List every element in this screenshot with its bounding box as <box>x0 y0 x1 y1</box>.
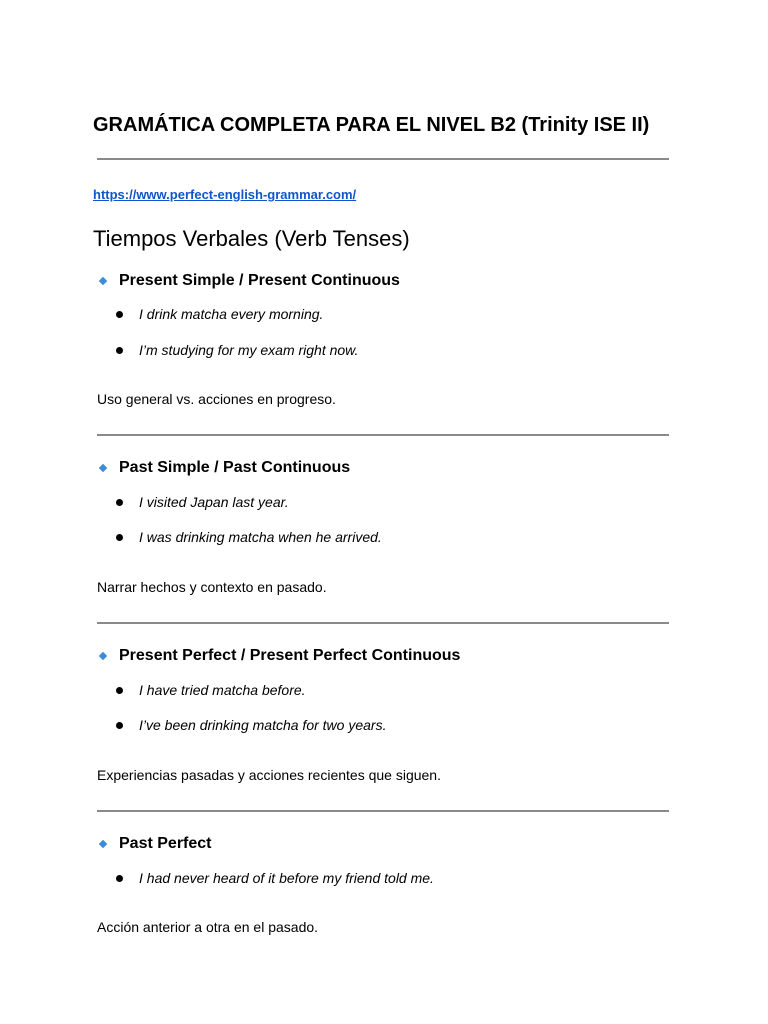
example-item <box>116 340 358 360</box>
subsection-heading-label: Past Simple / Past Continuous <box>119 459 351 476</box>
example-text: I’ve been drinking matcha for two years. <box>139 717 387 733</box>
example-item <box>116 868 434 888</box>
example-item <box>116 492 289 512</box>
diamond-bullet-icon <box>99 464 107 472</box>
subsection-heading <box>99 457 350 479</box>
usage-note: Narrar hechos y contexto en pasado. <box>97 579 327 595</box>
example-text: I had never heard of it before my friend told me. <box>139 870 434 886</box>
horizontal-rule <box>97 810 669 812</box>
bullet-dot-icon <box>116 687 123 694</box>
horizontal-rule <box>97 158 669 160</box>
subsection-heading <box>99 833 212 855</box>
example-text: I drink matcha every morning. <box>139 306 324 322</box>
horizontal-rule <box>97 622 669 624</box>
subsection-heading-label: Past Perfect <box>119 835 212 852</box>
example-item <box>116 527 382 547</box>
diamond-bullet-icon <box>99 840 107 848</box>
subsection-heading-label: Present Perfect / Present Perfect Continuous <box>119 647 461 664</box>
bullet-dot-icon <box>116 311 123 318</box>
example-item <box>116 715 386 735</box>
example-item <box>116 304 323 324</box>
reference-link[interactable]: https://www.perfect-english-grammar.com/ <box>93 187 357 202</box>
bullet-dot-icon <box>116 534 123 541</box>
example-text: I visited Japan last year. <box>139 494 289 510</box>
usage-note: Acción anterior a otra en el pasado. <box>97 919 319 935</box>
bullet-dot-icon <box>116 347 123 354</box>
bullet-dot-icon <box>116 722 123 729</box>
usage-note: Experiencias pasadas y acciones recientes que siguen. <box>97 767 441 783</box>
example-text: I have tried matcha before. <box>139 682 306 698</box>
subsection-heading <box>99 270 400 292</box>
bullet-dot-icon <box>116 499 123 506</box>
subsection-heading <box>99 645 460 667</box>
section-title: Tiempos Verbales (Verb Tenses) <box>93 226 410 251</box>
example-text: I’m studying for my exam right now. <box>139 342 359 358</box>
example-item <box>116 680 306 700</box>
horizontal-rule <box>97 434 669 436</box>
document-title: GRAMÁTICA COMPLETA PARA EL NIVEL B2 (Trinity ISE II) <box>93 114 650 136</box>
diamond-bullet-icon <box>99 277 107 285</box>
example-text: I was drinking matcha when he arrived. <box>139 529 382 545</box>
usage-note: Uso general vs. acciones en progreso. <box>97 391 336 407</box>
diamond-bullet-icon <box>99 652 107 660</box>
bullet-dot-icon <box>116 875 123 882</box>
subsection-heading-label: Present Simple / Present Continuous <box>119 272 400 289</box>
